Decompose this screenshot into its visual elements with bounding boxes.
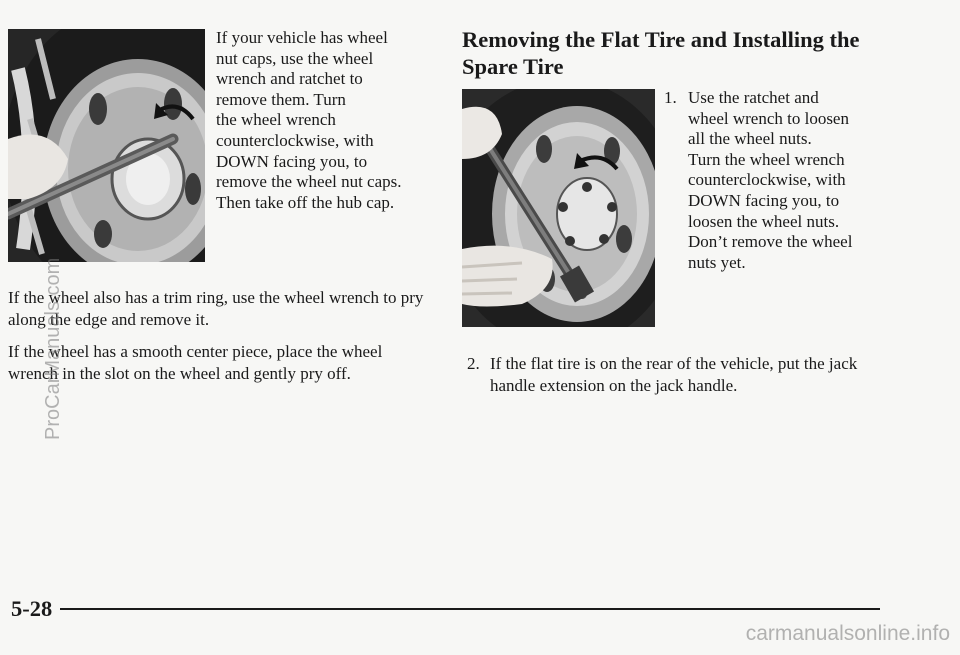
text-line: remove the wheel nut caps. [216,172,402,192]
center-piece-paragraph: If the wheel has a smooth center piece, place the wheel wrench in the slot on the wheel and gently pry off. [8,342,383,383]
loosening-wheel-nuts-photo [462,89,655,327]
text-line: counterclockwise, with [216,130,374,150]
page-number: 5-28 [11,596,53,621]
text-line: DOWN facing you, to [216,151,368,171]
step-1 [664,88,889,273]
step-text [688,88,889,273]
trim-ring-paragraph: If the wheel also has a trim ring, use the wheel wrench to pry along the edge and remove it. [8,288,424,329]
text-line: wrench and ratchet to [216,69,363,89]
text-line: Turn the wheel wrench [688,149,845,169]
text-line: counterclockwise, with [688,170,846,190]
step-text: If the flat tire is on the rear of the vehicle, put the jack handle extension on the jack handle. [490,354,858,395]
text-line: Then take off the hub cap. [216,192,395,212]
bottom-watermark: carmanualsonline.info [745,622,950,645]
text-line: nuts yet. [688,252,746,272]
side-watermark: ProCarManuals.com [42,257,64,440]
text-line: the wheel wrench [216,110,336,130]
step-number: 2. [467,354,480,373]
footer-rule [60,608,880,610]
text-line: Use the ratchet and [688,88,819,107]
text-line: nut caps, use the wheel [216,48,374,68]
section-heading: Removing the Flat Tire and Installing the Spare Tire [462,27,860,79]
text-line: DOWN facing you, to [688,190,840,210]
text-line: Don’t remove the wheel [688,232,853,252]
wheel-nut-cap-removal-photo [8,29,205,262]
nut-caps-instructions [216,28,431,213]
text-line: all the wheel nuts. [688,129,812,149]
text-line: remove them. Turn [216,89,346,109]
text-line: loosen the wheel nuts. [688,211,840,231]
step-2 [467,353,887,397]
text-line: wheel wrench to loosen [688,108,849,128]
text-line: If your vehicle has wheel [216,28,388,47]
step-number: 1. [664,88,677,107]
